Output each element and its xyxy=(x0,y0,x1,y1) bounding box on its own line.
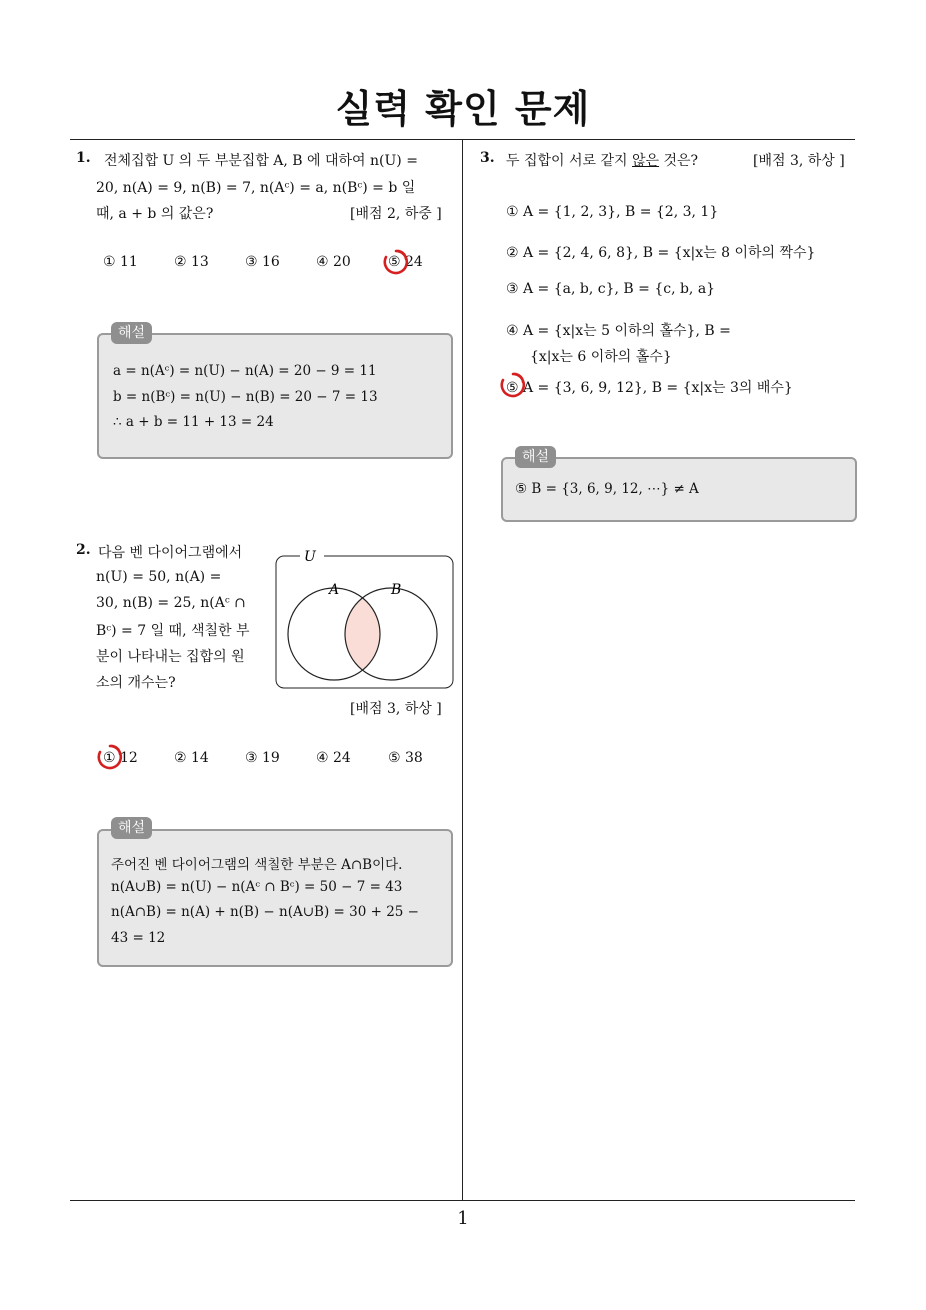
q2-solution-box xyxy=(97,829,453,967)
question-1-line-3: 때, a + b 의 값은? xyxy=(96,206,214,222)
q2-choice-3[interactable]: ③ 19 xyxy=(245,750,280,766)
column-divider xyxy=(462,139,463,1201)
page-number: 1 xyxy=(457,1208,469,1229)
question-3-number: 3. xyxy=(480,150,495,166)
question-3-text xyxy=(506,150,698,170)
q1-solution-tag: 해설 xyxy=(111,322,152,344)
question-1-line-2: 20, n(A) = 9, n(B) = 7, n(Aᶜ) = a, n(Bᶜ) = b 일 xyxy=(96,180,416,196)
q1-solution-line-1: a = n(Aᶜ) = n(U) − n(A) = 20 − 9 = 11 xyxy=(113,363,377,379)
page-title: 실력 확인 문제 xyxy=(335,87,591,131)
question-2-line-4: Bᶜ) = 7 일 때, 색칠한 부 xyxy=(96,623,250,639)
q1-solution-line-2: b = n(Bᶜ) = n(U) − n(B) = 20 − 7 = 13 xyxy=(113,389,378,405)
q2-choice-2[interactable]: ② 14 xyxy=(174,750,209,766)
question-3-text-underlined: 않은 xyxy=(632,153,660,169)
q3-choice-3[interactable]: ③ A = {a, b, c}, B = {c, b, a} xyxy=(506,281,716,297)
question-2-line-5: 분이 나타내는 집합의 원 xyxy=(96,649,245,665)
q1-choice-2[interactable]: ② 13 xyxy=(174,254,209,270)
q2-solution-line-2: n(A∪B) = n(U) − n(Aᶜ ∩ Bᶜ) = 50 − 7 = 43 xyxy=(111,879,403,895)
q1-choice-3[interactable]: ③ 16 xyxy=(245,254,280,270)
q3-answer-mark-icon xyxy=(498,370,528,400)
venn-label-b: B xyxy=(391,582,402,598)
q2-answer-mark-icon xyxy=(95,742,125,772)
question-3-text-before: 두 집합이 서로 같지 xyxy=(506,153,632,169)
question-2-line-6: 소의 개수는? xyxy=(96,675,176,691)
q2-solution-line-3: n(A∩B) = n(A) + n(B) − n(A∪B) = 30 + 25 − xyxy=(111,904,419,920)
venn-label-a: A xyxy=(329,582,340,598)
q3-choice-1[interactable]: ① A = {1, 2, 3}, B = {2, 3, 1} xyxy=(506,204,719,220)
question-2-line-3: 30, n(B) = 25, n(Aᶜ ∩ xyxy=(96,595,246,611)
q1-choice-5[interactable]: ⑤ 24 xyxy=(388,254,423,270)
venn-label-u: U xyxy=(304,550,316,565)
q2-solution-tag: 해설 xyxy=(111,817,152,839)
q1-solution-line-3: ∴ a + b = 11 + 13 = 24 xyxy=(113,414,274,430)
q2-choice-4[interactable]: ④ 24 xyxy=(316,750,351,766)
question-2-line-2: n(U) = 50, n(A) = xyxy=(96,569,222,585)
q1-solution-box xyxy=(97,333,453,459)
venn-diagram xyxy=(274,550,456,690)
q3-choice-5[interactable]: ⑤ A = {3, 6, 9, 12}, B = {x|x는 3의 배수} xyxy=(506,380,793,396)
q2-choice-5[interactable]: ⑤ 38 xyxy=(388,750,423,766)
question-3-text-after: 것은? xyxy=(659,153,699,169)
q1-choice-1[interactable]: ① 11 xyxy=(103,254,138,270)
q2-solution-line-4: 43 = 12 xyxy=(111,930,166,946)
q2-solution-line-1: 주어진 벤 다이어그램의 색칠한 부분은 A∩B이다. xyxy=(111,857,403,873)
question-2-points: [배점 3, 하상 ] xyxy=(350,701,442,717)
q1-answer-mark-icon xyxy=(381,247,411,277)
q1-choice-4[interactable]: ④ 20 xyxy=(316,254,351,270)
question-3-points: [배점 3, 하상 ] xyxy=(753,153,845,169)
question-1-line-1: 전체집합 U 의 두 부분집합 A, B 에 대하여 n(U) = xyxy=(104,153,418,169)
question-1-number: 1. xyxy=(76,150,91,166)
q3-choice-4[interactable]: ④ A = {x|x는 5 이하의 홀수}, B = xyxy=(506,323,731,339)
q3-choice-4-continued: {x|x는 6 이하의 홀수} xyxy=(530,349,672,365)
question-2-line-1: 다음 벤 다이어그램에서 xyxy=(98,545,243,561)
q3-solution-line-1: ⑤ B = {3, 6, 9, 12, ⋯} ≠ A xyxy=(515,481,699,497)
q3-choice-2[interactable]: ② A = {2, 4, 6, 8}, B = {x|x는 8 이하의 짝수} xyxy=(506,245,816,261)
q3-solution-tag: 해설 xyxy=(515,446,556,468)
q3-solution-box xyxy=(501,457,857,522)
q2-choice-1[interactable]: ① 12 xyxy=(103,750,138,766)
question-1-points: [배점 2, 하중 ] xyxy=(350,206,442,222)
bottom-rule xyxy=(70,1200,855,1201)
question-2-number: 2. xyxy=(76,542,91,558)
